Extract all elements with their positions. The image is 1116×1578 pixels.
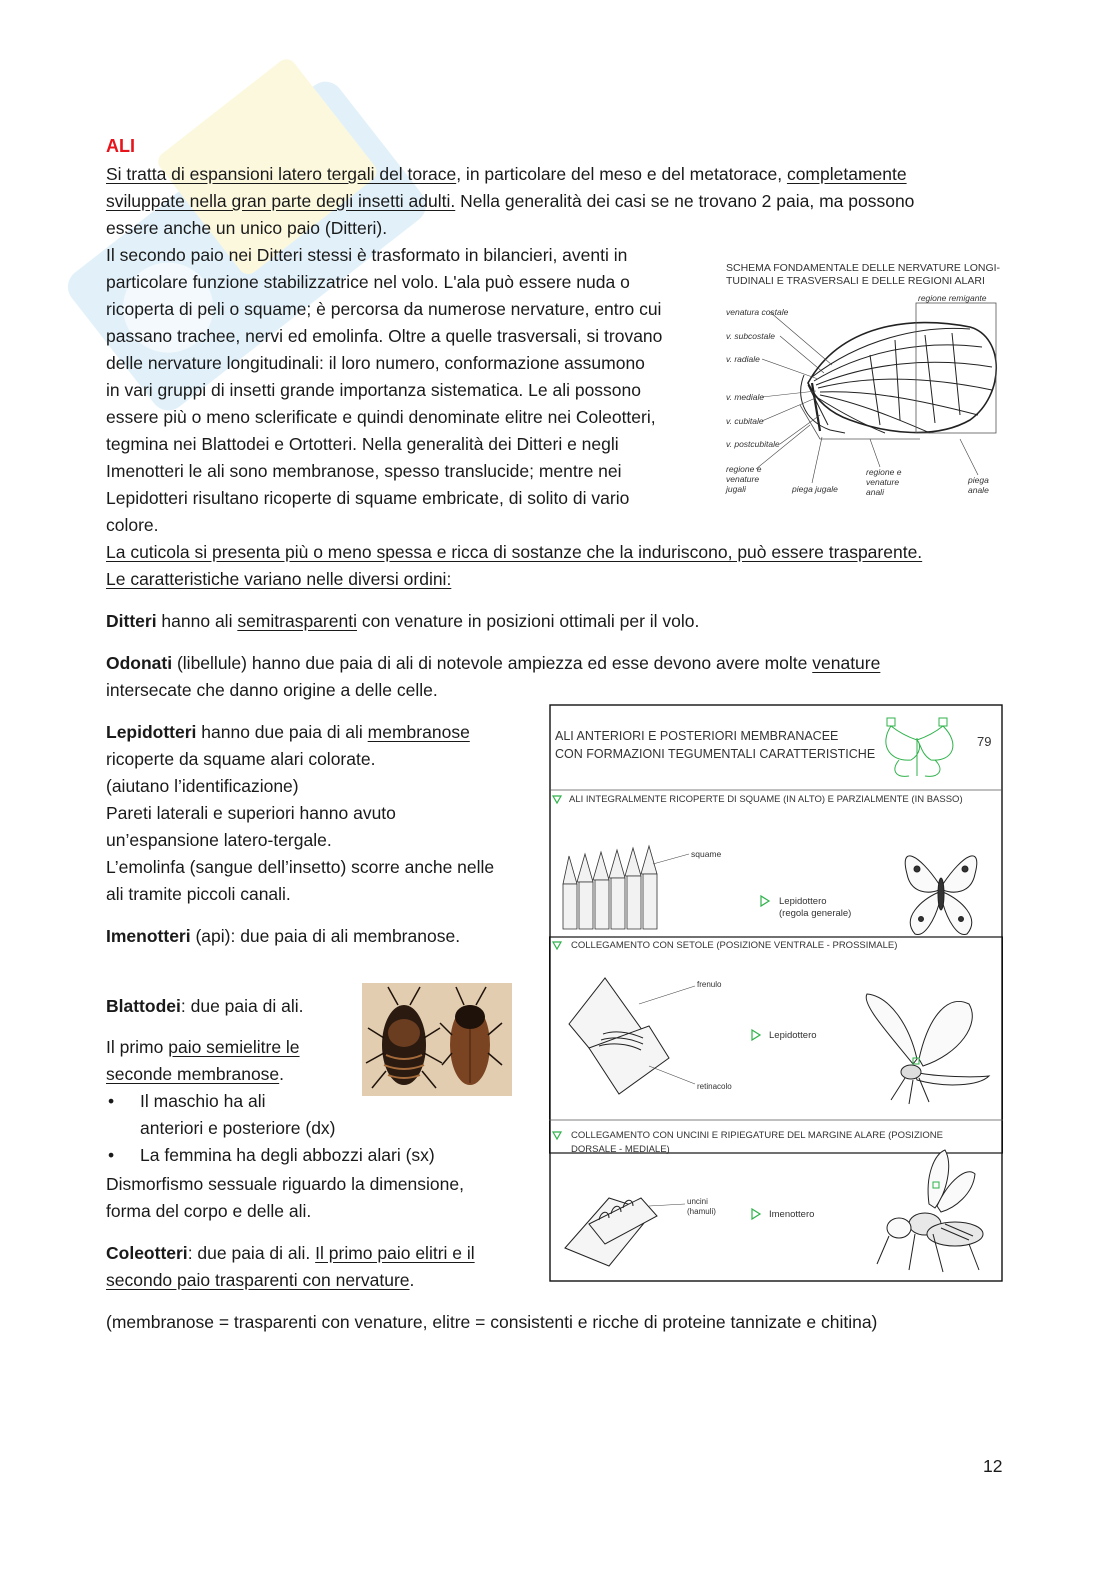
- lepidotteri-name: Lepidotteri: [106, 722, 197, 742]
- blattodei-line-1: [106, 993, 303, 1020]
- coleotteri-text-d: .: [409, 1270, 415, 1290]
- blattodei-underlined-b3: seconde membranose: [106, 1064, 280, 1084]
- intro-line-3: essere anche un unico paio (Ditteri).: [106, 218, 388, 238]
- coleotteri-underlined-c: secondo paio trasparenti con nervature: [106, 1270, 410, 1290]
- odonati-name: Odonati: [106, 653, 173, 673]
- label-anali-1: regione e: [866, 467, 902, 477]
- label-squame: squame: [691, 849, 722, 859]
- intro-line-10: essere più o meno sclerificate e quindi denominate elitre nei Coleotteri,: [106, 407, 656, 427]
- section-1-title: ALI INTEGRALMENTE RICOPERTE DI SQUAME (IN ALTO) E PARZIALMENTE (IN BASSO): [569, 794, 963, 805]
- intro-line-8: delle nervature longitudinali: il loro numero, conformazione assumono: [106, 353, 645, 373]
- intro-line-13: Lepidotteri risultano ricoperte di squame embricate, di solito di vario: [106, 488, 630, 508]
- bullet-1-line-2: anteriori e posteriore (dx): [140, 1118, 336, 1138]
- lepidotteri-line-5: un’espansione latero-tergale.: [106, 830, 332, 850]
- lepidotteri-line-1: [106, 719, 470, 746]
- intro-text-b: , in particolare del meso e del metatorace,: [456, 164, 787, 184]
- bullet-1-line-1: Il maschio ha ali: [140, 1091, 266, 1111]
- intro-underlined-d: sviluppate nella gran parte degli insetti adulti.: [106, 191, 456, 211]
- bullet-2-line-1: La femmina ha degli abbozzi alari (sx): [140, 1145, 435, 1165]
- label-piega-anale-2: anale: [968, 485, 989, 495]
- label-jugali-1: regione e: [726, 464, 762, 474]
- lepidotteri-line-3: (aiutano l’identificazione): [106, 776, 299, 796]
- intro-line-14: colore.: [106, 515, 159, 535]
- intro-line-9: in vari gruppi di insetti grande importanza sistematica. Le ali possono: [106, 380, 642, 400]
- ditteri-text-c: con venature in posizioni ottimali per il volo.: [356, 611, 700, 631]
- intro-line-11: tegmina nei Blattodei e Ortotteri. Nella generalità dei Ditteri e negli: [106, 434, 619, 454]
- coleotteri-underlined-b: Il primo paio elitri e il: [315, 1243, 475, 1263]
- intro-line-5: particolare funzione stabilizzatrice nel volo. L'ala può essere nuda o: [106, 272, 630, 292]
- plate-header-2: CON FORMAZIONI TEGUMENTALI CARATTERISTICHE: [555, 747, 876, 761]
- odonati-line-1: [106, 650, 1006, 677]
- label-imenottero: Imenottero: [769, 1209, 815, 1220]
- ditteri-text-a: hanno ali: [156, 611, 238, 631]
- ditteri-name: Ditteri: [106, 611, 157, 631]
- label-anali-3: anali: [866, 487, 884, 497]
- odonati-text-a: (libellule) hanno due paia di ali di notevole ampiezza ed esse devono avere molte: [172, 653, 813, 673]
- page-number: 12: [983, 1456, 1003, 1476]
- odonati-underlined: venature: [812, 653, 881, 673]
- label-uncini-1: uncini: [687, 1197, 708, 1206]
- label-frenulo: frenulo: [697, 980, 722, 989]
- intro-line-6: ricoperta di peli o squame; è percorsa da numerose nervature, entro cui: [106, 299, 662, 319]
- label-remigante: regione remigante: [918, 293, 987, 303]
- lepidotteri-line-2: ricoperte da squame alari colorate.: [106, 749, 376, 769]
- section-3-title-1: COLLEGAMENTO CON UNCINI E RIPIEGATURE DEL MARGINE ALARE (POSIZIONE: [571, 1130, 943, 1141]
- lepidotteri-line-6: L’emolinfa (sangue dell’insetto) scorre anche nelle: [106, 857, 495, 877]
- blattodei-underlined-b2: paio semielitre le: [168, 1037, 300, 1057]
- label-jugali-2: venature: [726, 474, 760, 484]
- blattodei-text-a: : due paia di ali.: [180, 996, 304, 1016]
- wing-drawing: [756, 303, 996, 483]
- label-anali-2: venature: [866, 477, 900, 487]
- intro-line-12: Imenotteri le ali sono membranose, spesso translucide; mentre nei: [106, 461, 622, 481]
- wing-figure-title-1: SCHEMA FONDAMENTALE DELLE NERVATURE LONGI-: [726, 262, 1001, 274]
- blattodei-line-6: Dismorfismo sessuale riguardo la dimensione,: [106, 1174, 464, 1194]
- section-heading: ALI: [106, 136, 135, 156]
- blattodei-bullet-list: [106, 1088, 526, 1169]
- coleotteri-line-1: [106, 1240, 475, 1267]
- odonati-line-2: intersecate che danno origine a delle celle.: [106, 680, 438, 700]
- plate-header-1: ALI ANTERIORI E POSTERIORI MEMBRANACEE: [555, 729, 839, 743]
- imenotteri-paragraph: [106, 923, 460, 950]
- intro-line-1: [106, 161, 986, 188]
- imenotteri-name: Imenotteri: [106, 926, 191, 946]
- blattodei-text-b1: Il primo: [106, 1037, 169, 1057]
- intro-underlined-a: Si tratta di espansioni latero tergali del torace: [106, 164, 457, 184]
- label-radiale: v. radiale: [726, 354, 760, 364]
- lepidotteri-line-4: Pareti laterali e superiori hanno avuto: [106, 803, 396, 823]
- intro-line-7: passano trachee, nervi ed emolinfa. Oltre a quelle trasversali, si trovano: [106, 326, 663, 346]
- lepidotteri-line-7: ali tramite piccoli canali.: [106, 884, 291, 904]
- intro-line-4: Il secondo paio nei Ditteri stessi è trasformato in bilancieri, aventi in: [106, 245, 628, 265]
- coleotteri-text-a: : due paia di ali.: [187, 1243, 316, 1263]
- label-postcubitale: v. postcubitale: [726, 439, 780, 449]
- intro-line-2: [106, 188, 996, 215]
- coleotteri-name: Coleotteri: [106, 1243, 188, 1263]
- label-mediale: v. mediale: [726, 392, 765, 402]
- label-subcostale: v. subcostale: [726, 331, 775, 341]
- wing-figure-title-2: TUDINALI E TRASVERSALI E DELLE REGIONI ALARI: [726, 275, 985, 287]
- label-piega-jugale: piega jugale: [792, 484, 838, 494]
- blattodei-line-2: [106, 1034, 300, 1061]
- label-cubitale: v. cubitale: [726, 416, 764, 426]
- label-lepidottero-1: Lepidottero: [779, 896, 827, 907]
- blattodei-text-b4: .: [279, 1064, 285, 1084]
- plate-number: 79: [977, 734, 992, 749]
- section-2-title: COLLEGAMENTO CON SETOLE (POSIZIONE VENTRALE - PROSSIMALE): [571, 940, 898, 951]
- intro-underlined-c: completamente: [786, 164, 907, 184]
- cuticola-line-2: Le caratteristiche variano nelle diversi ordini:: [106, 569, 452, 589]
- ditteri-paragraph: [106, 608, 1006, 635]
- ditteri-underlined: semitrasparenti: [237, 611, 357, 631]
- label-retinacolo: retinacolo: [697, 1082, 732, 1091]
- cockroach-photo: [362, 983, 512, 1096]
- cuticola-line-1: La cuticola si presenta più o meno spessa e ricca di sostanze che la induriscono, può essere trasparente.: [106, 542, 923, 562]
- label-costale: venatura costale: [726, 307, 789, 317]
- label-piega-anale-1: piega: [968, 475, 989, 485]
- label-lepidottero-3: Lepidottero: [769, 1030, 817, 1041]
- list-item: [106, 1142, 526, 1169]
- coleotteri-line-2: [106, 1267, 414, 1294]
- imenotteri-text: (api): due paia di ali membranose.: [190, 926, 461, 946]
- definition-note: (membranose = trasparenti con venature, elitre = consistenti e ricche di proteine tannizate e chitina): [106, 1312, 878, 1332]
- intro-text-e: Nella generalità dei casi se ne trovano 2 paia, ma possono: [455, 191, 915, 211]
- label-uncini-2: (hamuli): [687, 1207, 716, 1216]
- blattodei-name: Blattodei: [106, 996, 181, 1016]
- label-jugali-3: jugali: [726, 484, 746, 494]
- blattodei-line-3: [106, 1061, 284, 1088]
- label-lepidottero-2: (regola generale): [779, 908, 852, 919]
- wing-venation-figure: [720, 255, 1010, 500]
- blattodei-line-7: forma del corpo e delle ali.: [106, 1201, 312, 1221]
- lepidotteri-underlined: membranose: [367, 722, 470, 742]
- lepidotteri-text-a: hanno due paia di ali: [196, 722, 368, 742]
- section-3-title-2: DORSALE - MEDIALE): [571, 1144, 670, 1155]
- list-item: [106, 1088, 526, 1142]
- wing-coupling-plate: [549, 704, 1003, 1282]
